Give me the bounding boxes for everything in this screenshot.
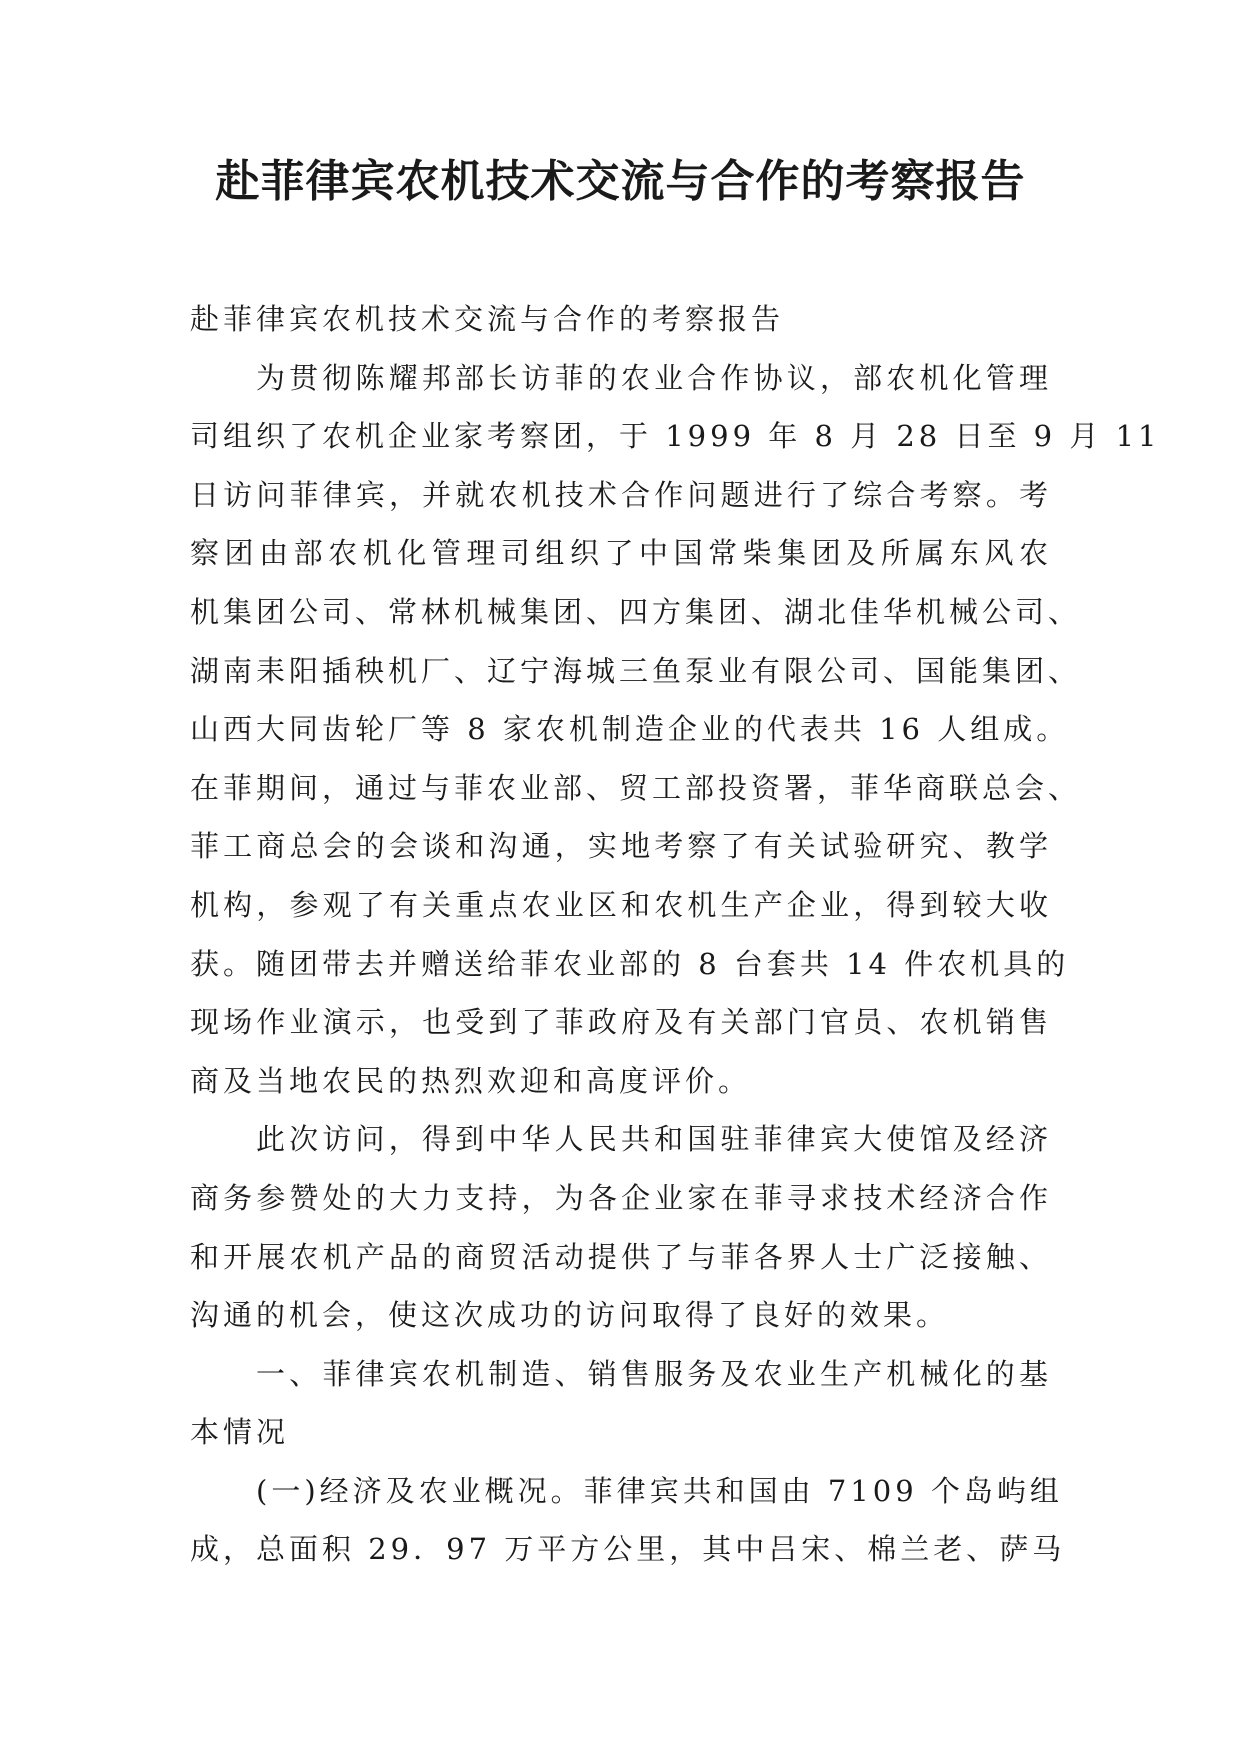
text-line: 沟通的机会，使这次成功的访问取得了良好的效果。: [190, 1298, 950, 1333]
document-body: [190, 290, 1161, 1579]
text-line: 机集团公司、常林机械集团、四方集团、湖北佳华机械公司、: [190, 594, 1082, 629]
text-line: 机构，参观了有关重点农业区和农机生产企业，得到较大收: [190, 887, 1052, 922]
text-line: 获。随团带去并赠送给菲农业部的 8 台套共 14 件农机具的: [190, 946, 1070, 981]
text-line: 湖南耒阳插秧机厂、辽宁海城三鱼泵业有限公司、国能集团、: [190, 653, 1082, 688]
text-line: 商及当地农民的热烈欢迎和高度评价。: [190, 1063, 752, 1098]
text-line: (一)经济及农业概况。菲律宾共和国由 7109 个岛屿组: [256, 1473, 1063, 1508]
text-line: 司组织了农机企业家考察团，于 1999 年 8 月 28 日至 9 月 11: [190, 419, 1161, 454]
text-line: 山西大同齿轮厂等 8 家农机制造企业的代表共 16 人组成。: [190, 712, 1070, 747]
text-line: 日访问菲律宾，并就农机技术合作问题进行了综合考察。考: [190, 477, 1052, 512]
text-line: 商务参赞处的大力支持，为各企业家在菲寻求技术经济合作: [190, 1180, 1052, 1215]
text-line: 此次访问，得到中华人民共和国驻菲律宾大使馆及经济: [256, 1122, 1052, 1157]
text-line: 本情况: [190, 1415, 290, 1450]
text-line: 察团由部农机化管理司组织了中国常柴集团及所属东风农: [190, 536, 1052, 571]
text-line: 成，总面积 29．97 万平方公里，其中吕宋、棉兰老、萨马: [190, 1532, 1066, 1567]
text-line: 菲工商总会的会谈和沟通，实地考察了有关试验研究、教学: [190, 829, 1052, 864]
document-title: 赴菲律宾农机技术交流与合作的考察报告: [215, 156, 1026, 207]
text-line: 在菲期间，通过与菲农业部、贸工部投资署，菲华商联总会、: [190, 770, 1082, 805]
text-line: 赴菲律宾农机技术交流与合作的考察报告: [190, 302, 785, 336]
text-line: 为贯彻陈耀邦部长访菲的农业合作协议，部农机化管理: [256, 360, 1052, 395]
text-line: 和开展农机产品的商贸活动提供了与菲各界人士广泛接触、: [190, 1239, 1052, 1274]
text-line: 现场作业演示，也受到了菲政府及有关部门官员、农机销售: [190, 1005, 1052, 1040]
text-line: 一、菲律宾农机制造、销售服务及农业生产机械化的基: [256, 1356, 1052, 1391]
